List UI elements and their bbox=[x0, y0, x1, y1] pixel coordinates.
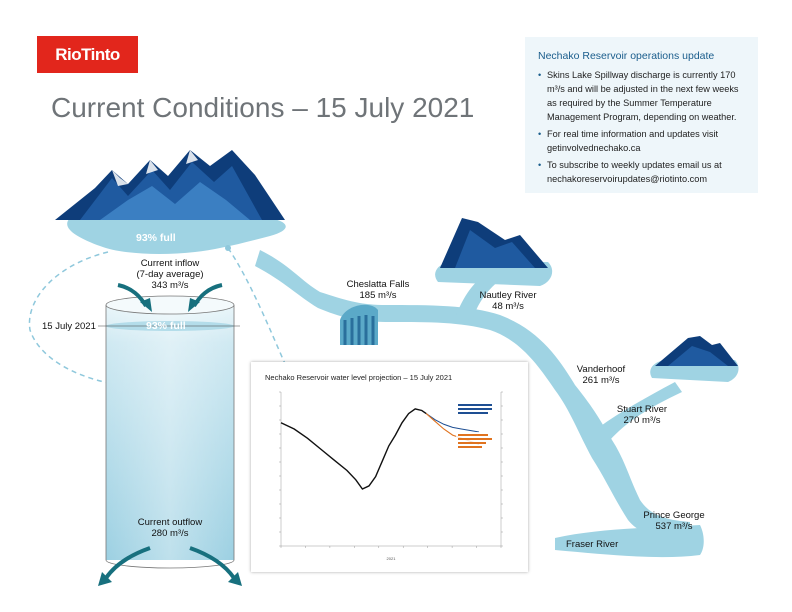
chart-legend bbox=[456, 402, 496, 450]
outflow-title: Current outflow bbox=[137, 517, 203, 528]
chart-xlabel: 2021 bbox=[386, 556, 396, 561]
prince-george-label bbox=[638, 510, 710, 532]
chart-plot bbox=[251, 362, 528, 572]
vanderhoof-flow: 261 m³/s bbox=[582, 375, 620, 386]
water-level-chart bbox=[251, 362, 528, 572]
prince-george-flow: 537 m³/s bbox=[655, 521, 693, 532]
lake-full-label: 93% full bbox=[136, 232, 176, 244]
date-label: 15 July 2021 bbox=[42, 321, 96, 332]
vanderhoof-name: Vanderhoof bbox=[576, 364, 626, 375]
cheslatta-name: Cheslatta Falls bbox=[346, 279, 410, 290]
fraser-river-label: Fraser River bbox=[566, 539, 619, 550]
stuart-name: Stuart River bbox=[616, 404, 668, 415]
logo-text: RioTinto bbox=[55, 44, 120, 64]
outflow-label bbox=[118, 517, 222, 539]
prince-george-name: Prince George bbox=[643, 510, 705, 521]
nautley-name: Nautley River bbox=[479, 290, 537, 301]
nautley-mountain bbox=[435, 218, 552, 286]
operations-update-bullet: • For real time information and updates visit getinvolvednechako.ca bbox=[538, 127, 746, 155]
outflow-value: 280 m³/s bbox=[151, 528, 189, 539]
series-line-observed bbox=[281, 409, 426, 489]
inflow-average: (7-day average) bbox=[136, 269, 204, 280]
page-title: Current Conditions – 15 July 2021 bbox=[51, 92, 475, 123]
inflow-value: 343 m³/s bbox=[151, 280, 189, 291]
inflow-label bbox=[124, 258, 216, 291]
chart-title: Nechako Reservoir water level projection – 15 July 2021 bbox=[265, 373, 453, 382]
chart-link-dot bbox=[225, 245, 231, 251]
operations-update-bullet: • To subscribe to weekly updates email us at nechakoreservoirupdates@riotinto.com bbox=[538, 158, 746, 186]
chart-series bbox=[281, 409, 479, 489]
inflow-title: Current inflow bbox=[140, 258, 200, 269]
stuart-mountain bbox=[650, 336, 738, 382]
tank-full-label: 93% full bbox=[146, 320, 186, 332]
nautley-flow: 48 m³/s bbox=[492, 301, 524, 312]
reservoir-mountains bbox=[55, 150, 285, 220]
operations-update-bullet: • Skins Lake Spillway discharge is currently 170 m³/s and will be adjusted in the next few weeks as required by the Summer Temperature Management Program, depending on weather. bbox=[538, 68, 746, 124]
vanderhoof-label bbox=[570, 364, 632, 386]
operations-update-heading: Nechako Reservoir operations update bbox=[538, 50, 715, 62]
cheslatta-label bbox=[340, 279, 416, 301]
cheslatta-flow: 185 m³/s bbox=[359, 290, 397, 301]
nautley-label bbox=[472, 290, 544, 312]
stuart-flow: 270 m³/s bbox=[623, 415, 661, 426]
stuart-label bbox=[610, 404, 674, 426]
